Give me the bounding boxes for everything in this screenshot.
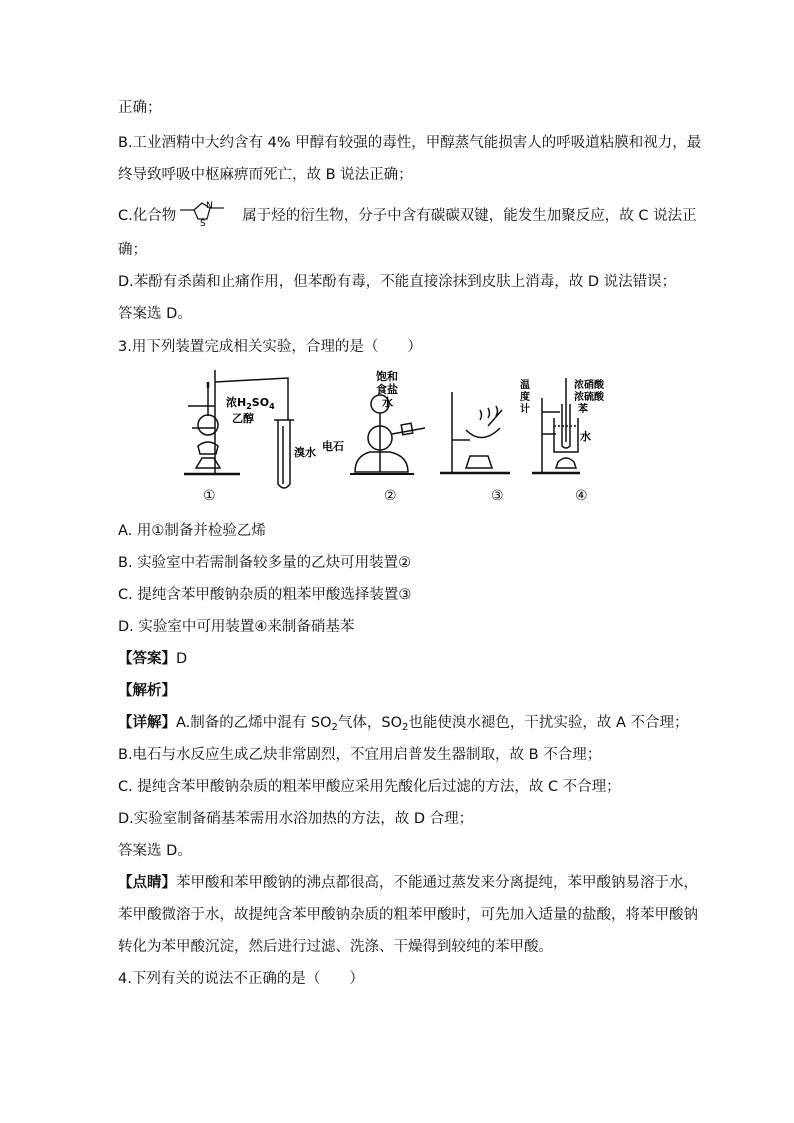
detail-line-end: 答案选 D。 <box>118 843 192 859</box>
note-line-3: 转化为苯甲酸沉淀，然后进行过滤、洗涤、干燥得到较纯的苯甲酸。 <box>118 939 553 955</box>
text-line: 答案选 D。 <box>118 306 192 322</box>
detail-line-c: C. 提纯含苯甲酸钠杂质的粗苯甲酸应采用先酸化后过滤的方法，故 C 不合理； <box>118 779 621 795</box>
question-4: 4.下列有关的说法不正确的是（ ） <box>118 971 364 987</box>
thermometer-label-3: 计 <box>520 404 530 415</box>
figure-label-1: ① <box>203 488 216 504</box>
text-segment: 属于烃的衍生物，分子中含有碳碳双键，能发生加聚反应，故 C 说法正 <box>242 208 697 224</box>
answer-line <box>118 649 187 669</box>
detail-line-b: B.电石与水反应生成乙炔非常剧烈，不宜用启普发生器制取，故 B 不合理； <box>118 747 602 763</box>
text-line: 终导致呼吸中枢麻痹而死亡，故 B 说法正确； <box>118 167 413 183</box>
subscript: 2 <box>331 722 338 733</box>
text-segment: 气体，SO <box>337 715 402 731</box>
atom-s-label: S <box>200 219 206 226</box>
figure-label-4: ④ <box>575 488 588 504</box>
reagent-label-4b: 浓硫酸 <box>574 392 604 403</box>
option-d: D. 实验室中可用装置④来制备硝基苯 <box>118 619 355 635</box>
subscript: 2 <box>402 722 409 733</box>
analysis-tag: 【解析】 <box>118 683 176 699</box>
option-b: B. 实验室中若需制备较多量的乙炔可用装置② <box>118 555 412 571</box>
text-segment: 苯甲酸和苯甲酸钠的沸点都很高，不能通过蒸发来分离提纯，苯甲酸钠易溶于水， <box>176 875 698 891</box>
apparatus-3-evaporation <box>440 392 510 473</box>
option-a: A. 用①制备并检验乙烯 <box>118 523 266 539</box>
text-segment: 也能使溴水褪色，干扰实验，故 A 不合理； <box>408 715 689 731</box>
text-line: 正确； <box>118 100 162 116</box>
text-segment: A.制备的乙烯中混有 SO <box>176 715 332 731</box>
text-line <box>118 200 697 232</box>
figure-label-3: ③ <box>491 488 504 504</box>
funnel-label-3: 水 <box>382 396 393 409</box>
answer-tag: 【答案】 <box>118 651 176 667</box>
apparatus-figure <box>170 368 610 508</box>
text-line: 确； <box>118 242 147 258</box>
funnel-label-2: 食盐 <box>376 383 398 396</box>
detail-line-d: D.实验室制备硝基苯需用水浴加热的方法，故 D 合理； <box>118 811 474 827</box>
answer-value: D <box>176 651 188 667</box>
calcium-carbide-label: 电石 <box>322 440 344 453</box>
detail-tag: 【详解】 <box>118 715 176 731</box>
reagent-label-4a: 浓硝酸 <box>574 380 604 391</box>
apparatus-4-nitration <box>532 378 580 473</box>
thermometer-label-1: 温 <box>520 380 530 391</box>
note-line-2: 苯甲酸微溶于水，故提纯含苯甲酸钠杂质的粗苯甲酸时，可先加入适量的盐酸，将苯甲酸钠 <box>118 907 698 923</box>
atom-n-label: N <box>206 201 213 211</box>
funnel-label-1: 饱和 <box>376 370 398 383</box>
reagent-label-4c: 苯 <box>578 404 588 415</box>
text-line: B.工业酒精中大约含有 4% 甲醇有较强的毒性，甲醇蒸气能损害人的呼吸道粘膜和视力，最 <box>118 135 702 151</box>
detail-line-a <box>118 713 689 733</box>
thermometer-label-2: 度 <box>520 392 530 403</box>
question-3: 3.用下列装置完成相关实验，合理的是（ ） <box>118 339 422 355</box>
reagent-label-1: 浓$H_2SO_4$ <box>226 396 275 411</box>
reagent-label-2: 乙醇 <box>232 412 254 425</box>
apparatus-1-ethylene <box>184 370 294 488</box>
water-bath-label: 水 <box>580 430 591 443</box>
note-line-1 <box>118 873 698 893</box>
thiazole-structure-icon <box>180 200 238 232</box>
text-segment: C.化合物 <box>118 208 177 224</box>
option-c: C. 提纯含苯甲酸钠杂质的粗苯甲酸选择装置③ <box>118 587 412 603</box>
text-line: D.苯酚有杀菌和止痛作用，但苯酚有毒，不能直接涂抹到皮肤上消毒，故 D 说法错误； <box>118 274 677 290</box>
bromine-water-label: 溴水 <box>294 446 316 459</box>
figure-label-2: ② <box>384 488 397 504</box>
note-tag: 【点睛】 <box>118 875 176 891</box>
